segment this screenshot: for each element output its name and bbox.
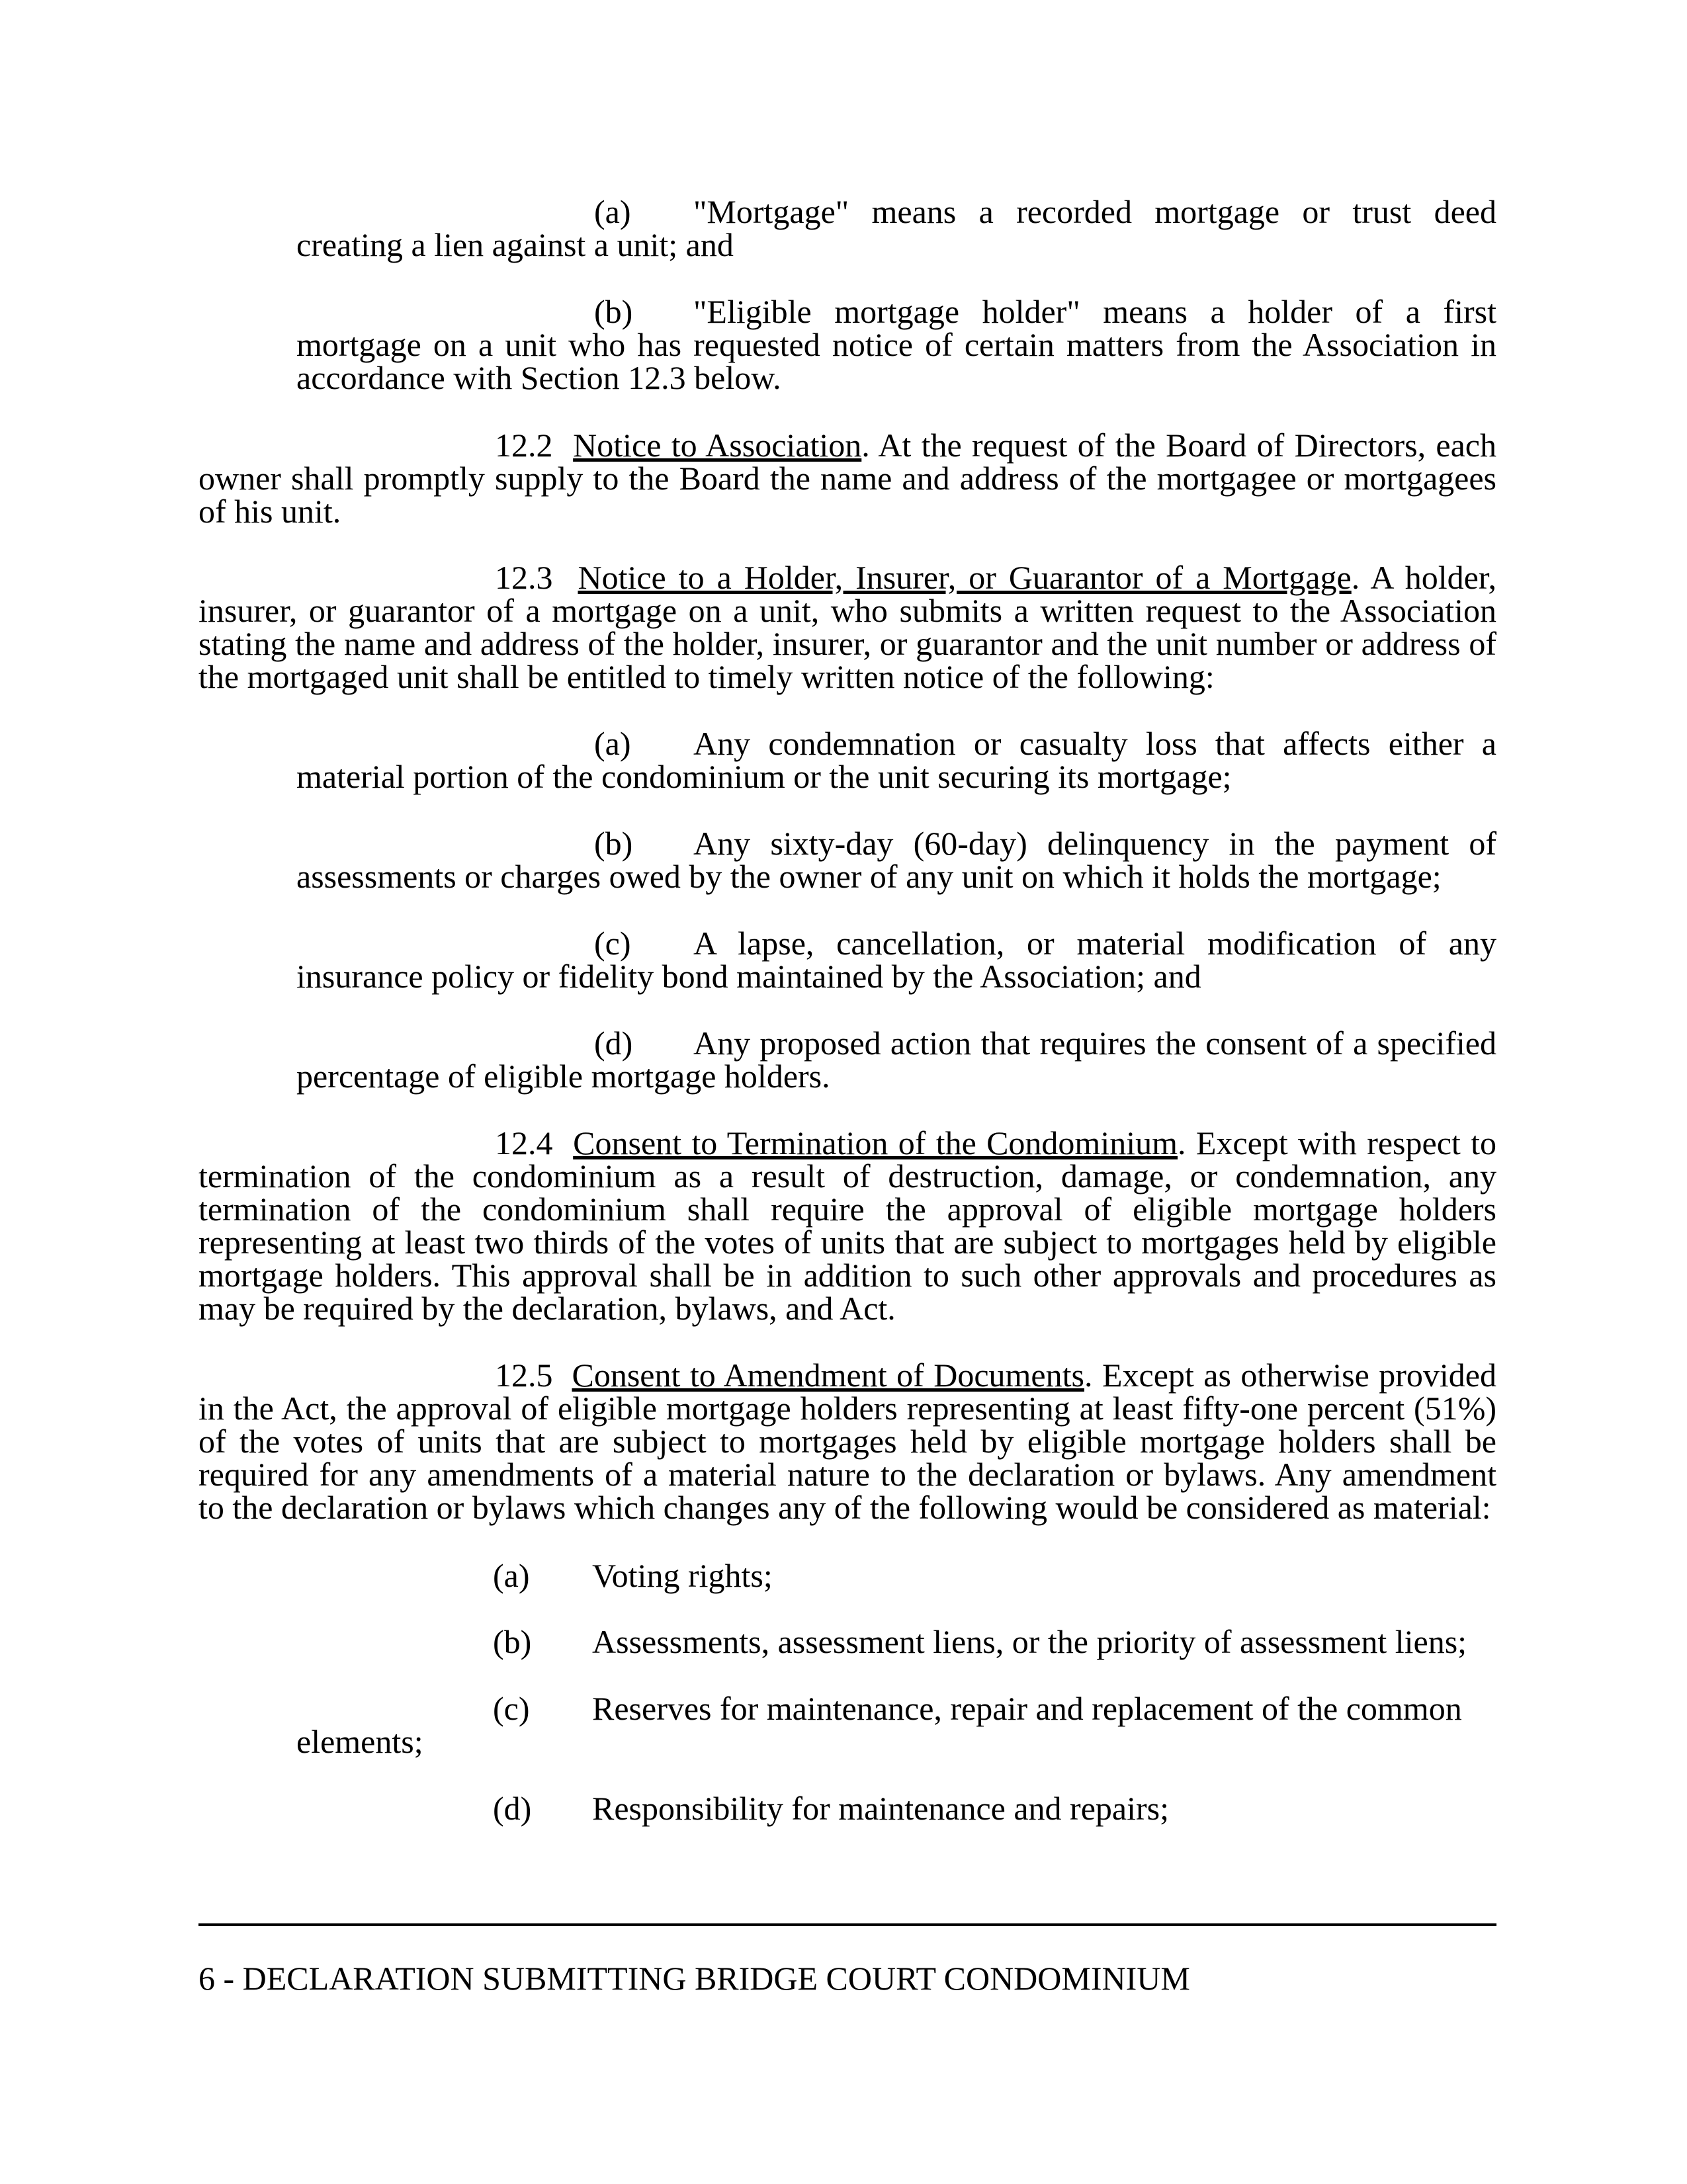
item-text: Assessments, assessment liens, or the priority of assessment liens;	[592, 1623, 1467, 1660]
list-item	[493, 1792, 1496, 1825]
section-text: . At the request of the Board of Directors, each owner shall promptly supply to the Board the name and address of the mortgagee or mortgagees of his unit.	[198, 427, 1496, 530]
item-label: (b)	[594, 293, 633, 330]
section-text: . Except as otherwise provided in the Act, the approval of eligible mortgage holders representing at least fifty-one percent (51%) of the votes of units that are subject to mortgages held by eligible mortgage holders shall be required for any amendments of a material nature to the declaration or bylaws. Any amendment to the declaration or bylaws which changes any of the following would be considered as material:	[198, 1357, 1497, 1526]
list-item	[493, 1625, 1496, 1658]
section-text: . Except with respect to termination of the condominium as a result of destruction, damage, or condemnation, any termination of the condominium shall require the approval of eligible mortgage holders representing at least two thirds of the votes of units that are subject to mortgages held by eligible mortgage holders. This approval shall be in addition to such other approvals and procedures as may be required by the declaration, bylaws, and Act.	[198, 1124, 1497, 1327]
list-item	[296, 927, 1496, 993]
section-text: . A holder, insurer, or guarantor of a mortgage on a unit, who submits a written request to the Association stating the name and address of the holder, insurer, or guarantor and the unit number or address of the mortgaged unit shall be entitled to timely written notice of the following:	[198, 559, 1496, 695]
item-label: (b)	[594, 825, 633, 862]
item-text: Voting rights;	[592, 1557, 773, 1594]
section-heading: Consent to Termination of the Condominium	[573, 1124, 1178, 1161]
list-item	[296, 1027, 1496, 1093]
item-label: (a)	[594, 725, 631, 762]
item-label: (d)	[493, 1790, 532, 1827]
list-item	[493, 1559, 1496, 1592]
section-number: 12.2	[495, 427, 553, 464]
definition-b	[296, 295, 1496, 394]
section-number: 12.5	[495, 1357, 553, 1394]
list-item	[296, 827, 1496, 893]
item-text: Any condemnation or casualty loss that affects either a material portion of the condominium or the unit securing its mortgage;	[296, 725, 1496, 795]
item-label: (c)	[493, 1690, 530, 1727]
item-label: (c)	[594, 925, 631, 962]
item-text: Reserves for maintenance, repair and replacement of the common	[592, 1690, 1462, 1727]
item-text: Any proposed action that requires the consent of a specified percentage of eligible mortgage holders.	[296, 1025, 1496, 1095]
section-12-3	[198, 561, 1496, 693]
item-label: (b)	[493, 1623, 532, 1660]
item-text: A lapse, cancellation, or material modification of any insurance policy or fidelity bond maintained by the Association; and	[296, 925, 1496, 995]
definition-a	[296, 195, 1496, 261]
footer-rule	[198, 1923, 1496, 1926]
section-12-2	[198, 429, 1496, 528]
item-text: Any sixty-day (60-day) delinquency in the payment of assessments or charges owed by the owner of any unit on which it holds the mortgage;	[296, 825, 1496, 895]
item-text: Responsibility for maintenance and repairs;	[592, 1790, 1169, 1827]
item-label: (a)	[493, 1557, 530, 1594]
section-12-5	[198, 1359, 1496, 1524]
section-heading: Notice to Association	[573, 427, 862, 464]
section-12-4	[198, 1126, 1496, 1325]
item-label: (a)	[594, 193, 631, 230]
section-number: 12.4	[495, 1124, 553, 1161]
section-heading: Notice to a Holder, Insurer, or Guarantor of a Mortgage	[578, 559, 1352, 596]
section-number: 12.3	[495, 559, 553, 596]
section-heading: Consent to Amendment of Documents	[572, 1357, 1084, 1394]
list-item	[296, 727, 1496, 793]
item-label: (d)	[594, 1025, 633, 1062]
item-text: "Eligible mortgage holder" means a holder of a first mortgage on a unit who has requested notice of certain matters from the Association in accordance with Section 12.3 below.	[296, 293, 1496, 396]
footer-text: 6 - DECLARATION SUBMITTING BRIDGE COURT CONDOMINIUM	[198, 1960, 1190, 1997]
item-text: "Mortgage" means a recorded mortgage or trust deed creating a lien against a unit; and	[296, 193, 1496, 263]
list-item-continuation: elements;	[296, 1723, 423, 1760]
list-item	[493, 1692, 1496, 1725]
